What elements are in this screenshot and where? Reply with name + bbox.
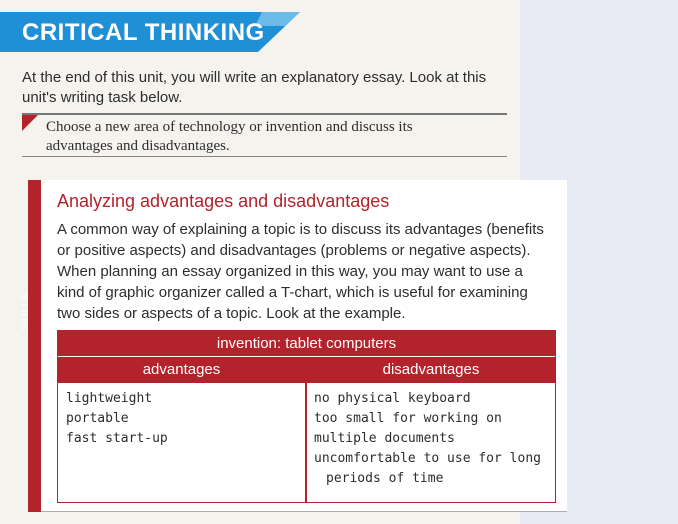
skills-bottom-rule [41,511,567,512]
intro-text: At the end of this unit, you will write an explanatory essay. Look at this unit's writing task below. [22,69,487,106]
list-item: no physical keyboard [314,391,471,406]
disadvantages-list [314,389,550,489]
list-item: uncomfortable to use for long [314,451,541,466]
list-item: too small for working on [314,411,502,426]
t-chart [57,330,556,503]
skills-body: A common way of explaining a topic is to discuss its advantages (benefits or positive aspects) and disadvantages (problems or negative aspects). When planning an essay organized in this way, you may want to use a kind of graphic organizer called a T-chart, which is useful for examining two sides or aspects of a topic. Look at the example. [57,221,544,322]
writing-task [46,118,486,156]
skills-sidebar [28,180,41,512]
task-top-rule [22,113,507,115]
list-item: portable [66,411,129,426]
t-chart-divider [305,357,307,502]
skills-title: Analyzing advantages and disadvantages [57,191,390,211]
advantages-header: advantages [58,357,305,383]
writing-task-line: advantages and disadvantages. [46,138,230,154]
t-chart-title: invention: tablet computers [58,331,555,356]
list-item: periods of time [326,471,444,486]
task-corner-marker [22,115,38,131]
page-title: CRITICAL THINKING [22,19,265,46]
section-banner [0,12,300,52]
skills-label: SKILLS [20,293,30,330]
advantages-list [66,389,296,449]
disadvantages-header: disadvantages [307,357,555,383]
list-item: fast start-up [66,431,168,446]
list-item: lightweight [66,391,153,406]
task-bottom-rule [22,156,507,157]
writing-task-line: Choose a new area of technology or invention and discuss its [46,119,413,135]
list-item: multiple documents [314,431,455,446]
